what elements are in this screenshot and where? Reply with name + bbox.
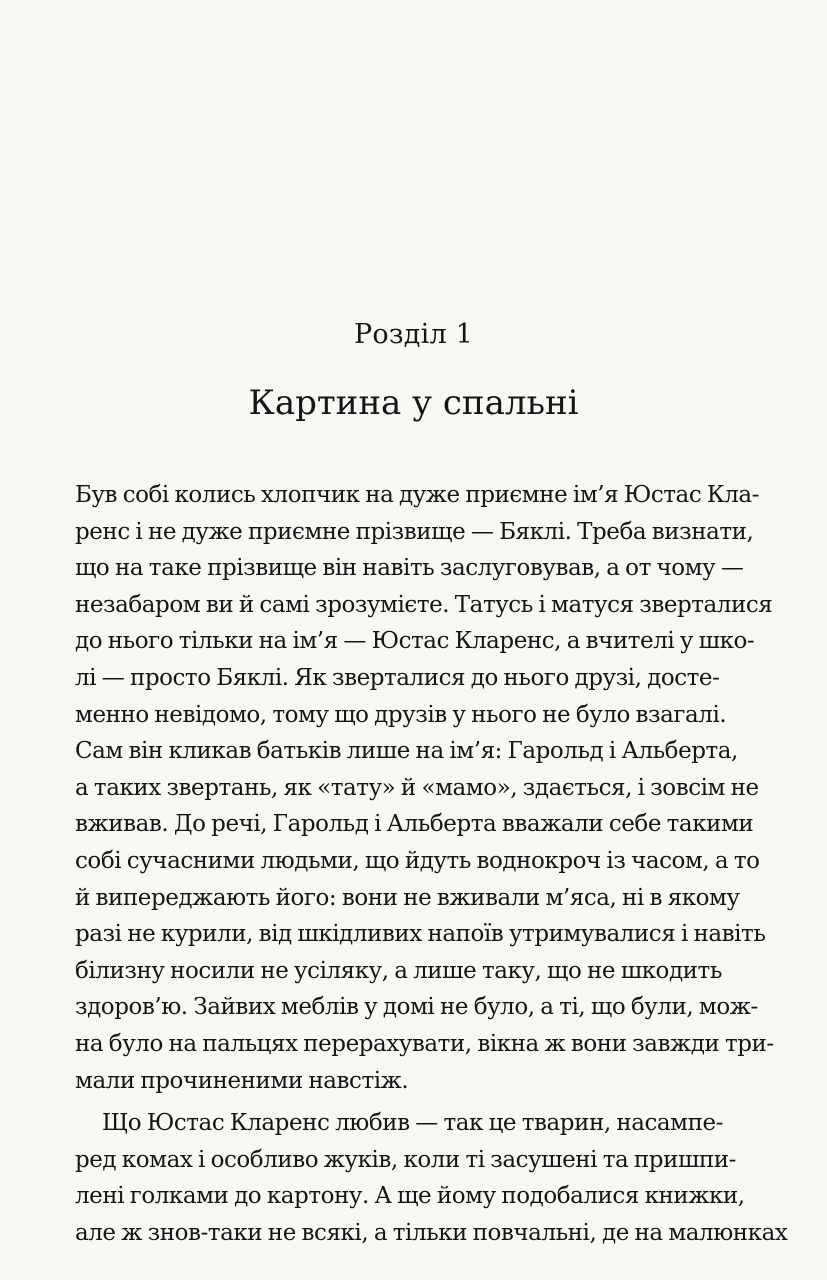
paragraph-1 bbox=[75, 477, 774, 1099]
text-line: лені голками до картону. А ще йому подобалися книжки, bbox=[75, 1183, 745, 1210]
text-line: мали прочиненими навстіж. bbox=[75, 1067, 409, 1094]
text-line: й випереджають його: вони не вживали м’яса, ні в якому bbox=[75, 884, 740, 911]
text-line: Сам він кликав батьків лише на ім’я: Гарольд і Альберта, bbox=[75, 738, 738, 765]
text-line: разі не курили, від шкідливих напоїв утримувалися і навіть bbox=[75, 921, 766, 948]
text-line: до нього тільки на ім’я — Юстас Кларенс, а вчителі у шко- bbox=[75, 628, 755, 655]
text-line: білизну носили не усіляку, а лише таку, що не шкодить bbox=[75, 957, 722, 984]
paragraph-2 bbox=[75, 1105, 788, 1251]
text-line: незабаром ви й самі зрозумієте. Татусь і матуся зверталися bbox=[75, 591, 773, 618]
text-line: здоров’ю. Зайвих меблів у домі не було, а ті, що були, мож- bbox=[75, 994, 758, 1021]
text-line: собі сучасними людьми, що йдуть воднокроч із часом, а то bbox=[75, 847, 760, 874]
text-line: ред комах і особливо жуків, коли ті засушені та пришпи- bbox=[75, 1146, 736, 1173]
text-line: вживав. До речі, Гарольд і Альберта вважали себе такими bbox=[75, 811, 754, 838]
text-line: ренс і не дуже приємне прізвище — Бяклі. Треба визнати, bbox=[75, 518, 754, 545]
text-line: але ж знов-таки не всякі, а тільки повчальні, де на малюнках bbox=[75, 1219, 788, 1246]
text-line: що на таке прізвище він навіть заслуговував, а от чому — bbox=[75, 555, 744, 582]
chapter-body bbox=[75, 477, 788, 1251]
text-line: Був собі колись хлопчик на дуже приємне ім’я Юстас Кла- bbox=[75, 482, 760, 508]
text-line: Що Юстас Кларенс любив — так це тварин, насампе- bbox=[102, 1110, 723, 1137]
text-line: а таких звертань, як «тату» й «мамо», здається, і зовсім не bbox=[75, 774, 759, 801]
text-line: на було на пальцях перерахувати, вікна ж вони завжди три- bbox=[75, 1030, 774, 1057]
text-line: лі — просто Бяклі. Як зверталися до нього друзі, достe- bbox=[75, 664, 720, 691]
chapter-title: Картина у спальні bbox=[248, 383, 579, 423]
text-line: менно невідомо, тому що друзів у нього не було взагалі. bbox=[75, 701, 727, 728]
chapter-number: Розділ 1 bbox=[354, 319, 473, 350]
